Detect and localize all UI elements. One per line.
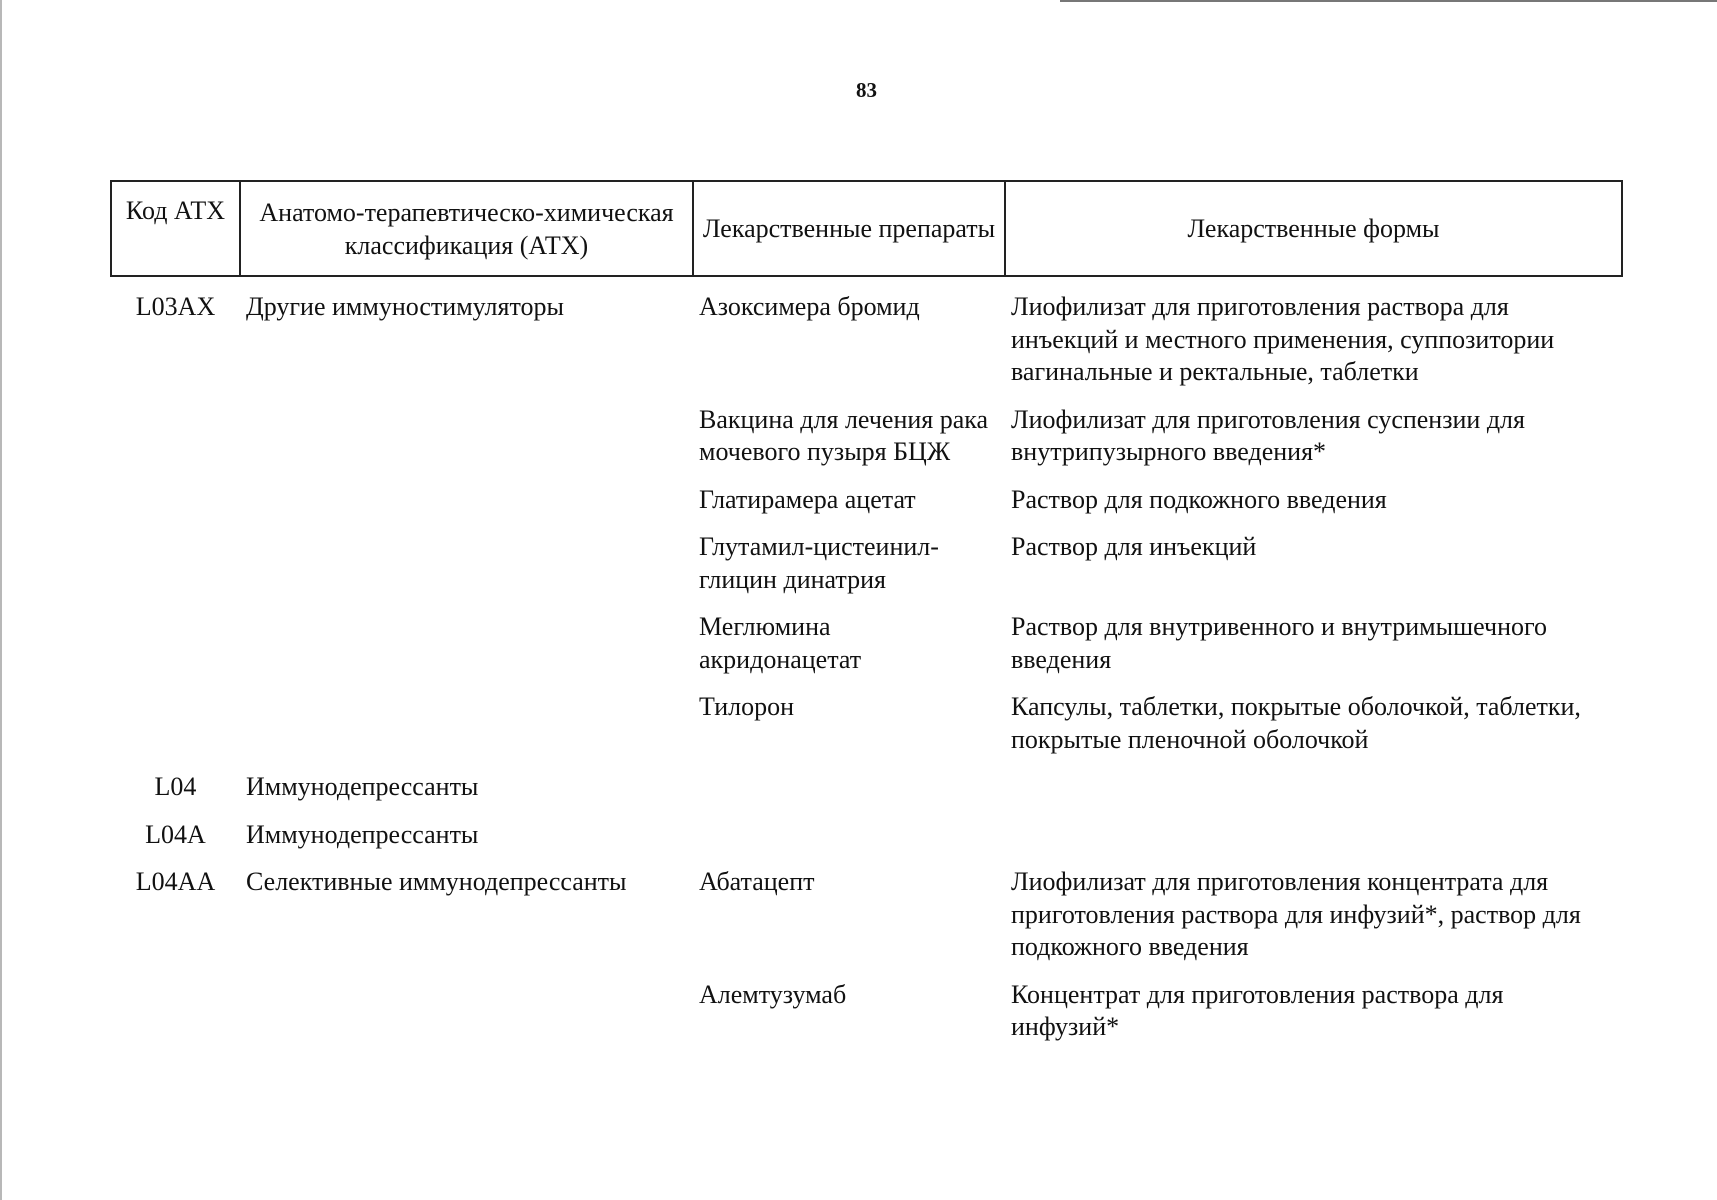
cell-classification: Иммунодепрессанты (246, 772, 479, 801)
cell-classification: Другие иммуностимуляторы (246, 292, 564, 321)
table-row (111, 676, 1622, 756)
cell-classification: Селективные иммунодепрессанты (246, 867, 627, 896)
table-row (111, 756, 1622, 804)
cell-drug (693, 804, 1005, 852)
cell-code: L04 (154, 772, 197, 801)
cell-classification: Иммунодепрессанты (246, 819, 479, 849)
page-left-edge-line (0, 0, 2, 1200)
cell-code: L04AA (135, 867, 216, 896)
atc-table-container (110, 180, 1621, 1044)
cell-classification (240, 596, 693, 676)
cell-code: L04A (145, 819, 206, 849)
cell-classification (240, 964, 693, 1044)
cell-code (111, 389, 240, 469)
cell-forms: Лиофилизат для приготовления суспензии для внутрипузырного введения* (1011, 404, 1525, 466)
table-row (111, 276, 1622, 389)
table-header-row (111, 181, 1622, 276)
cell-code: L03AX (135, 292, 216, 321)
cell-classification (240, 516, 693, 596)
cell-forms: Раствор для подкожного введения (1011, 484, 1387, 514)
header-classification: Анатомо-терапевтическо-химическая классификация (АТХ) (240, 181, 693, 276)
header-code: Код АТХ (111, 181, 240, 276)
cell-forms: Лиофилизат для приготовления раствора для инъекций и местного применения, суппозитории вагинальные и ректальные, таблетки (1011, 292, 1555, 386)
table-row (111, 964, 1622, 1044)
cell-drug: Меглюмина акридонацетат (699, 612, 862, 674)
cell-drug: Алемтузумаб (699, 979, 847, 1009)
cell-drug: Глатирамера ацетат (699, 484, 916, 514)
cell-classification (240, 676, 693, 756)
table-row (111, 596, 1622, 676)
cell-drug: Глутамил-цистеинил-глицин динатрия (699, 532, 939, 594)
cell-drug: Вакцина для лечения рака мочевого пузыря БЦЖ (699, 404, 989, 466)
cell-forms: Капсулы, таблетки, покрытые оболочкой, таблетки, покрытые пленочной оболочкой (1011, 692, 1581, 754)
cell-forms: Раствор для инъекций (1011, 532, 1257, 561)
atc-drug-table (110, 180, 1623, 1044)
cell-forms: Концентрат для приготовления раствора для инфузий* (1011, 979, 1504, 1041)
cell-code (111, 596, 240, 676)
table-row (111, 851, 1622, 964)
cell-drug: Тилорон (699, 692, 795, 721)
table-row (111, 389, 1622, 469)
cell-drug: Абатацепт (699, 867, 815, 896)
cell-drug (693, 756, 1005, 804)
cell-classification (240, 389, 693, 469)
header-forms: Лекарственные формы (1005, 181, 1622, 276)
table-row (111, 804, 1622, 852)
cell-code (111, 516, 240, 596)
page-top-edge-line (1060, 0, 1717, 2)
page-number: 83 (856, 78, 877, 102)
cell-code (111, 676, 240, 756)
cell-forms (1005, 756, 1622, 804)
header-drugs: Лекарственные препараты (693, 181, 1005, 276)
table-row (111, 516, 1622, 596)
cell-code (111, 964, 240, 1044)
cell-code (111, 469, 240, 517)
cell-drug: Азоксимера бромид (699, 292, 920, 321)
cell-forms: Лиофилизат для приготовления концентрата для приготовления раствора для инфузий*, раствор для подкожного введения (1011, 867, 1581, 961)
table-row (111, 469, 1622, 517)
cell-classification (240, 469, 693, 517)
cell-forms (1005, 804, 1622, 852)
cell-forms: Раствор для внутривенного и внутримышечного введения (1011, 612, 1547, 674)
